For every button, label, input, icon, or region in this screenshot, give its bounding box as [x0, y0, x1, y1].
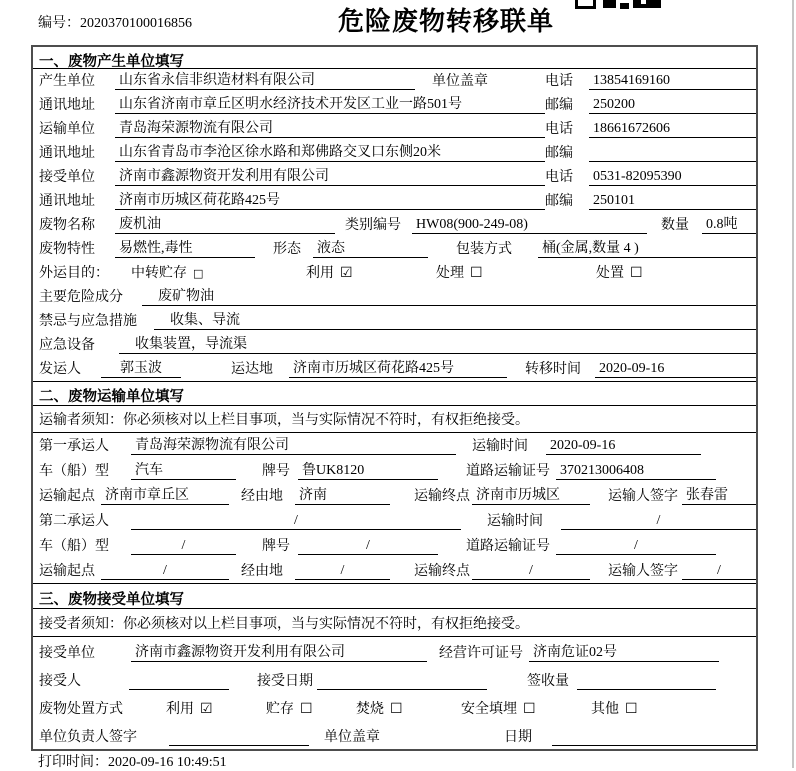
responsible-signature-label: 单位负责人签字	[39, 730, 137, 745]
road-permit-label: 道路运输证号	[466, 539, 550, 554]
checkbox-unchecked-icon: □	[193, 267, 204, 280]
date-value	[552, 729, 756, 746]
checkbox-unchecked-icon: ☐	[625, 701, 638, 717]
receiver-unit-label: 接受单位	[39, 170, 95, 185]
form-state-value: 液态	[313, 237, 428, 258]
address-label: 通讯地址	[39, 98, 95, 113]
receiver-person-label: 接受人	[39, 674, 81, 689]
packaging-label: 包装方式	[456, 242, 512, 257]
row-hazard-components	[33, 285, 756, 309]
transport-time-value: 2020-09-16	[546, 438, 701, 455]
road-permit-label: 道路运输证号	[466, 464, 550, 479]
plate-number-value: /	[298, 538, 438, 555]
row-responsible-signature	[33, 721, 756, 749]
option-label: 处理	[436, 266, 464, 281]
emergency-measures-value: 收集、导流	[154, 309, 756, 330]
row-receiver-person	[33, 665, 756, 693]
waste-property-label: 废物特性	[39, 242, 95, 257]
second-carrier-value: /	[131, 513, 461, 530]
first-carrier-label: 第一承运人	[39, 439, 109, 454]
option-label: 其他	[591, 702, 619, 717]
row-receiver-unit	[33, 165, 756, 189]
receiver-unit-value: 济南市鑫源物资开发利用有限公司	[115, 165, 545, 186]
option-label: 利用	[166, 702, 194, 717]
waste-name-label: 废物名称	[39, 218, 95, 233]
vehicle-type-label: 车（船）型	[39, 539, 109, 554]
plate-number-label: 牌号	[262, 464, 290, 479]
transport-time-label: 运输时间	[487, 514, 543, 529]
row-transport-unit	[33, 117, 756, 141]
serial-number: 2020370100016856	[80, 16, 192, 31]
transport-time-value: /	[561, 513, 756, 530]
checkbox-checked-icon: ☑	[200, 701, 213, 717]
section-receiver-title: 三、废物接受单位填写	[33, 584, 756, 609]
responsible-signature-value	[169, 729, 309, 746]
qr-block	[603, 0, 616, 8]
row-transfer-purpose	[33, 261, 756, 285]
transfer-date-label: 转移时间	[525, 362, 581, 377]
producer-address-value: 山东省济南市章丘区明水经济技术开发区工业一路501号	[115, 93, 545, 114]
unit-seal-label: 单位盖章	[432, 74, 488, 89]
hazard-components-label: 主要危险成分	[39, 290, 123, 305]
checkbox-unchecked-icon: ☐	[523, 701, 536, 717]
route-via-value: /	[295, 563, 390, 580]
receiving-unit-value: 济南市鑫源物资开发利用有限公司	[131, 641, 427, 662]
emergency-equipment-value: 收集装置，导流渠	[119, 333, 756, 354]
category-code-label: 类别编号	[345, 218, 401, 233]
date-label: 日期	[504, 730, 532, 745]
option-label: 焚烧	[356, 702, 384, 717]
address-label: 通讯地址	[39, 146, 95, 161]
option-treat	[436, 262, 596, 282]
print-time-line	[38, 751, 227, 771]
route-end-value: 济南市历城区	[472, 484, 590, 505]
receiver-postcode-value: 250101	[589, 193, 756, 210]
row-route-1	[33, 483, 756, 508]
vehicle-type-value: 汽车	[131, 459, 236, 480]
checkbox-unchecked-icon: ☐	[470, 265, 483, 281]
waste-name-value: 废机油	[115, 213, 335, 234]
receiving-unit-label: 接受单位	[39, 646, 95, 661]
carrier-signature-label: 运输人签字	[608, 489, 678, 504]
option-label: 贮存	[266, 702, 294, 717]
qr-block	[575, 0, 596, 9]
option-label: 处置	[596, 266, 624, 281]
receive-date-value	[317, 673, 487, 690]
carrier-signature-label: 运输人签字	[608, 564, 678, 579]
row-vehicle-type-2	[33, 533, 756, 558]
section-producer-title: 一、废物产生单位填写	[33, 47, 756, 69]
qr-block	[641, 0, 646, 4]
section-receiver	[33, 583, 756, 749]
transfer-purpose-label: 外运目的：	[39, 266, 109, 281]
option-label: 利用	[306, 266, 334, 281]
option-utilize	[166, 698, 266, 718]
receiver-notice: 接受者须知：你必须核对以上栏目事项，当与实际情况不符时，有权拒绝接受。	[33, 609, 756, 637]
consignor-value: 郭玉波	[101, 357, 181, 378]
plate-number-value: 鲁UK8120	[298, 459, 438, 480]
postcode-label: 邮编	[545, 146, 573, 161]
road-permit-value: /	[556, 538, 716, 555]
row-receiver-address	[33, 189, 756, 213]
qr-block	[620, 3, 629, 9]
consignor-label: 发运人	[39, 362, 81, 377]
option-incineration	[356, 698, 461, 718]
section-producer	[33, 47, 756, 381]
transport-time-label: 运输时间	[472, 439, 528, 454]
category-code-value: HW08(900-249-08)	[412, 217, 647, 234]
row-vehicle-type-1	[33, 458, 756, 483]
route-start-label: 运输起点	[39, 489, 95, 504]
transport-address-value: 山东省青岛市李沧区徐水路和郑佛路交叉口东侧20米	[115, 141, 545, 162]
first-carrier-value: 青岛海荣源物流有限公司	[131, 434, 456, 455]
checkbox-unchecked-icon: ☐	[630, 265, 643, 281]
transport-unit-value: 青岛海荣源物流有限公司	[115, 117, 545, 138]
print-time-label: 打印时间：	[38, 755, 108, 770]
license-number-label: 经营许可证号	[439, 646, 523, 661]
phone-label: 电话	[545, 122, 573, 137]
route-start-label: 运输起点	[39, 564, 95, 579]
option-label: 安全填埋	[461, 702, 517, 717]
packaging-value: 桶(金属,数量 4 )	[538, 237, 756, 258]
carrier-signature-value: /	[682, 563, 756, 580]
route-via-label: 经由地	[241, 489, 283, 504]
producer-phone-value: 13854169160	[589, 73, 756, 90]
route-via-label: 经由地	[241, 564, 283, 579]
option-other	[591, 698, 638, 718]
emergency-measures-label: 禁忌与应急措施	[39, 314, 137, 329]
row-transport-address	[33, 141, 756, 165]
received-amount-value	[577, 673, 716, 690]
destination-value: 济南市历城区荷花路425号	[289, 357, 507, 378]
option-utilize	[306, 262, 436, 282]
row-producer-address	[33, 93, 756, 117]
option-label: 中转贮存	[131, 266, 187, 281]
transport-phone-value: 18661672606	[589, 121, 756, 138]
received-amount-label: 签收量	[527, 674, 569, 689]
print-time-value: 2020-09-16 10:49:51	[108, 755, 227, 770]
road-permit-value: 370213006408	[556, 463, 716, 480]
receiver-address-value: 济南市历城区荷花路425号	[115, 189, 545, 210]
row-first-carrier	[33, 433, 756, 458]
transfer-form	[31, 45, 758, 751]
page-edge-line	[792, 0, 794, 768]
route-end-label: 运输终点	[414, 489, 470, 504]
disposal-method-label: 废物处置方式	[39, 702, 123, 717]
unit-seal-label: 单位盖章	[324, 730, 380, 745]
quantity-label: 数量	[661, 218, 689, 233]
producer-unit-label: 产生单位	[39, 74, 95, 89]
row-emergency-equipment	[33, 333, 756, 357]
option-storage	[266, 698, 356, 718]
option-transit-storage	[131, 262, 306, 282]
checkbox-unchecked-icon: ☐	[300, 701, 313, 717]
second-carrier-label: 第二承运人	[39, 514, 109, 529]
route-start-value: /	[101, 563, 229, 580]
checkbox-unchecked-icon: ☐	[390, 701, 403, 717]
row-consignor	[33, 357, 756, 381]
receive-date-label: 接受日期	[257, 674, 313, 689]
hazard-components-value: 废矿物油	[142, 285, 756, 306]
qr-block	[633, 0, 661, 8]
postcode-label: 邮编	[545, 98, 573, 113]
row-route-2	[33, 558, 756, 583]
license-number-value: 济南危证02号	[529, 641, 719, 662]
transport-postcode-value	[589, 145, 756, 162]
transport-unit-label: 运输单位	[39, 122, 95, 137]
row-waste-property	[33, 237, 756, 261]
qr-code-fragment	[575, 0, 665, 9]
receiver-phone-value: 0531-82095390	[589, 169, 756, 186]
plate-number-label: 牌号	[262, 539, 290, 554]
destination-label: 运达地	[231, 362, 273, 377]
postcode-label: 邮编	[545, 194, 573, 209]
form-state-label: 形态	[273, 242, 301, 257]
route-end-label: 运输终点	[414, 564, 470, 579]
row-disposal-method	[33, 693, 756, 721]
carrier-signature-value: 张春雷	[682, 484, 756, 505]
row-second-carrier	[33, 508, 756, 533]
phone-label: 电话	[545, 170, 573, 185]
emergency-equipment-label: 应急设备	[39, 338, 95, 353]
page-title: 危险废物转移联单	[337, 6, 554, 36]
route-via-value: 济南	[295, 484, 390, 505]
route-end-value: /	[472, 563, 590, 580]
phone-label: 电话	[545, 74, 573, 89]
transporter-notice: 运输者须知：你必须核对以上栏目事项，当与实际情况不符时，有权拒绝接受。	[33, 406, 756, 433]
receiver-person-value	[129, 673, 229, 690]
transfer-date-value: 2020-09-16	[595, 361, 756, 378]
row-receiving-unit	[33, 637, 756, 665]
option-dispose	[596, 262, 643, 282]
producer-unit-value: 山东省永信非织造材料有限公司	[115, 69, 415, 90]
route-start-value: 济南市章丘区	[101, 484, 229, 505]
serial-label: 编号：	[38, 16, 80, 31]
option-safe-landfill	[461, 698, 591, 718]
quantity-value: 0.8吨	[702, 213, 756, 234]
checkbox-checked-icon: ☑	[340, 265, 353, 281]
row-waste-name	[33, 213, 756, 237]
producer-postcode-value: 250200	[589, 97, 756, 114]
section-transporter-title: 二、废物运输单位填写	[33, 382, 756, 406]
vehicle-type-value: /	[131, 538, 236, 555]
section-transporter	[33, 381, 756, 583]
vehicle-type-label: 车（船）型	[39, 464, 109, 479]
address-label: 通讯地址	[39, 194, 95, 209]
row-producer-unit	[33, 69, 756, 93]
waste-property-value: 易燃性,毒性	[115, 237, 255, 258]
row-emergency-measures	[33, 309, 756, 333]
